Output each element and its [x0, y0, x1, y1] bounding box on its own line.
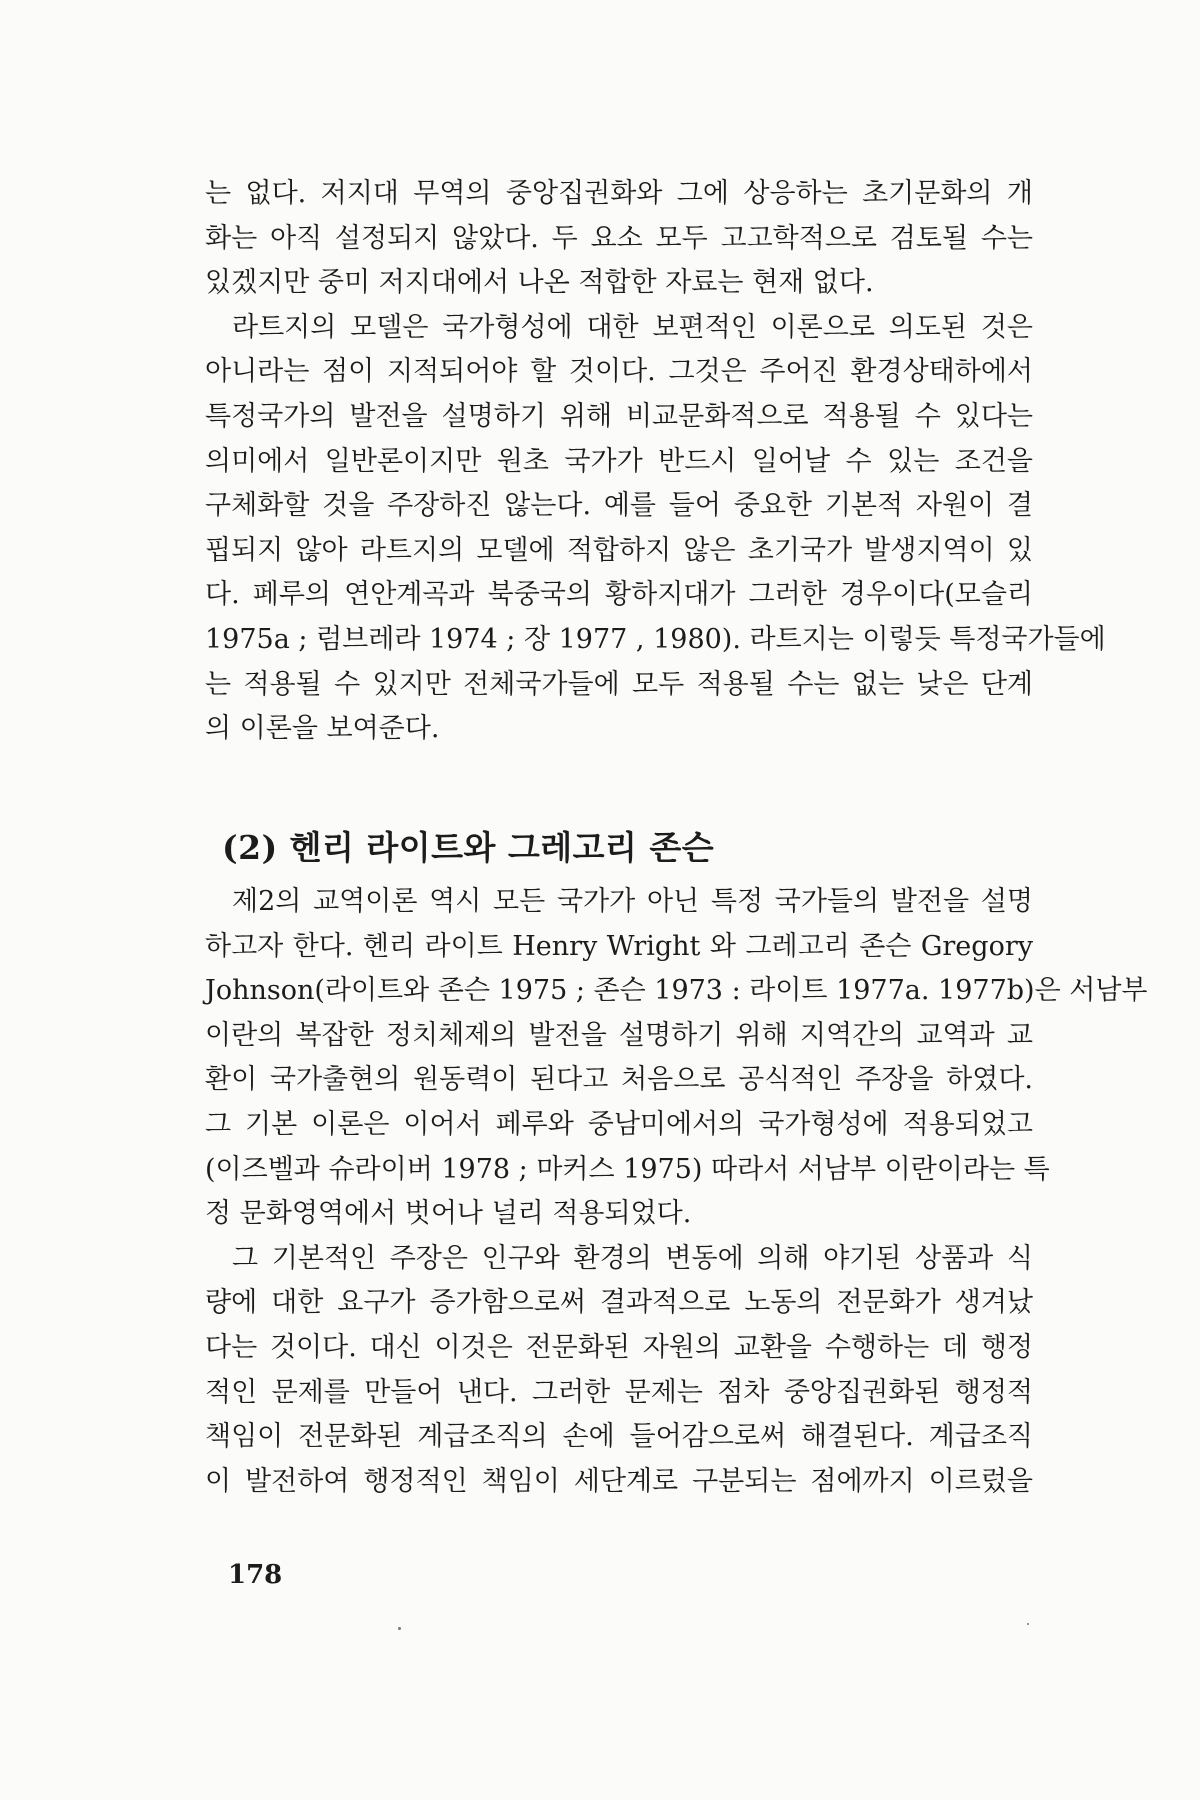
text-line: Johnson(라이트와 존슨 1975 ; 존슨 1973 : 라이트 1977a. 1977b)은 서남부	[205, 975, 1148, 1007]
section-heading: (2) 헨리 라이트와 그레고리 존슨	[222, 828, 715, 867]
body-text-top	[205, 172, 1106, 752]
text-line: 라트지의 모델은 국가형성에 대한 보편적인 이론으로 의도된 것은	[232, 311, 1033, 343]
text-line: 적인 문제를 만들어 낸다. 그러한 문제는 점차 중앙집권화된 행정적	[205, 1376, 1033, 1408]
scan-speck	[1027, 1623, 1029, 1625]
scan-speck	[398, 1627, 401, 1630]
text-line: 다. 페루의 연안계곡과 북중국의 황하지대가 그러한 경우이다(모슬리	[205, 579, 1033, 611]
text-line: 는 적용될 수 있지만 전체국가들에 모두 적용될 수는 없는 낮은 단계	[205, 668, 1033, 700]
text-line: 구체화할 것을 주장하진 않는다. 예를 들어 중요한 기본적 자원이 결	[205, 490, 1033, 522]
text-line: 그 기본적인 주장은 인구와 환경의 변동에 의해 야기된 상품과 식	[232, 1242, 1033, 1274]
text-line: 아니라는 점이 지적되어야 할 것이다. 그것은 주어진 환경상태하에서	[205, 356, 1033, 388]
text-line: 이란의 복잡한 정치체제의 발전을 설명하기 위해 지역간의 교역과 교	[205, 1019, 1033, 1051]
text-line: 량에 대한 요구가 증가함으로써 결과적으로 노동의 전문화가 생겨났	[205, 1287, 1033, 1319]
text-line: 있겠지만 중미 저지대에서 나온 적합한 자료는 현재 없다.	[205, 267, 874, 299]
text-line: 화는 아직 설정되지 않았다. 두 요소 모두 고고학적으로 검토될 수는	[205, 222, 1033, 254]
text-line: 환이 국가출현의 원동력이 된다고 처음으로 공식적인 주장을 하였다.	[205, 1064, 1033, 1096]
text-line: 특정국가의 발전을 설명하기 위해 비교문화적으로 적용될 수 있다는	[205, 400, 1033, 432]
body-text-bottom	[205, 880, 1148, 1504]
text-line: 의 이론을 보여준다.	[205, 713, 440, 745]
text-line: 의미에서 일반론이지만 원초 국가가 반드시 일어날 수 있는 조건을	[205, 445, 1033, 477]
text-line: 정 문화영역에서 벗어나 널리 적용되었다.	[205, 1198, 692, 1230]
page-number: 178	[228, 1560, 283, 1590]
text-line: 1975a ; 럼브레라 1974 ; 장 1977 , 1980). 라트지는 이렇듯 특정국가들에	[205, 623, 1106, 655]
text-line: 하고자 한다. 헨리 라이트 Henry Wright 와 그레고리 존슨 Gregory	[205, 930, 1033, 962]
text-line: 그 기본 이론은 이어서 페루와 중남미에서의 국가형성에 적용되었고	[205, 1108, 1033, 1140]
text-line: (이즈벨과 슈라이버 1978 ; 마커스 1975) 따라서 서남부 이란이라는 특	[205, 1153, 1050, 1185]
text-line: 이 발전하여 행정적인 책임이 세단계로 구분되는 점에까지 이르렀을	[205, 1465, 1033, 1497]
text-line: 제2의 교역이론 역시 모든 국가가 아닌 특정 국가들의 발전을 설명	[232, 886, 1033, 917]
text-line: 다는 것이다. 대신 이것은 전문화된 자원의 교환을 수행하는 데 행정	[205, 1331, 1033, 1363]
text-line: 책임이 전문화된 계급조직의 손에 들어감으로써 해결된다. 계급조직	[205, 1421, 1033, 1453]
text-line: 는 없다. 저지대 무역의 중앙집권화와 그에 상응하는 초기문화의 개	[205, 178, 1033, 209]
text-line: 핍되지 않아 라트지의 모델에 적합하지 않은 초기국가 발생지역이 있	[205, 534, 1033, 566]
